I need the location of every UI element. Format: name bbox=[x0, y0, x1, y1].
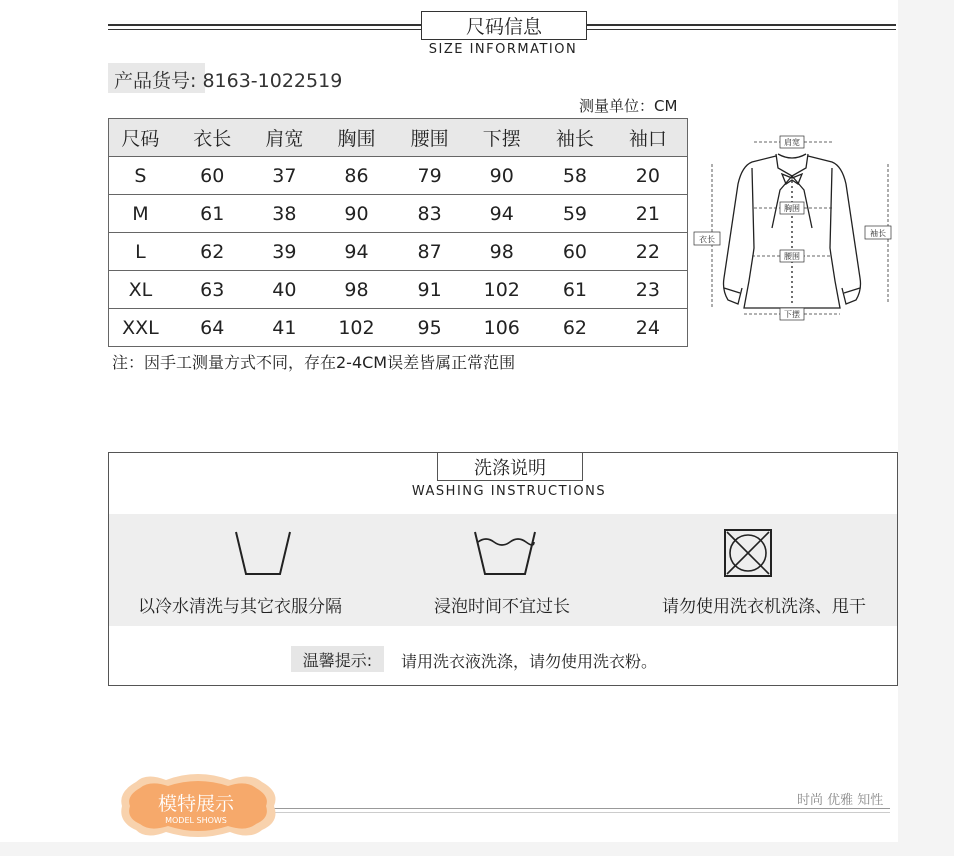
model-shows-badge bbox=[116, 770, 281, 840]
washing-title: 洗涤说明 bbox=[437, 453, 583, 481]
label-sleeve: 袖长 bbox=[870, 229, 886, 238]
table-cell: 39 bbox=[272, 240, 297, 263]
washing-item-label: 浸泡时间不宜过长 bbox=[434, 597, 570, 617]
washing-subtitle: WASHING INSTRUCTIONS bbox=[411, 484, 607, 499]
table-cell: L bbox=[135, 240, 146, 263]
table-cell: XXL bbox=[122, 316, 159, 339]
size-section-subtitle: SIZE INFORMATION bbox=[428, 42, 578, 57]
table-cell: 90 bbox=[489, 164, 514, 187]
table-cell: 87 bbox=[417, 240, 442, 263]
model-shows-title: 模特展示 bbox=[157, 793, 235, 815]
washing-item-label: 请勿使用洗衣机洗涤、甩干 bbox=[662, 597, 866, 617]
table-cell: 98 bbox=[489, 240, 514, 263]
washing-item-cold bbox=[109, 514, 371, 626]
table-cell: 60 bbox=[200, 164, 225, 187]
header-cell: 下摆 bbox=[482, 128, 521, 150]
table-cell: 90 bbox=[344, 202, 369, 225]
cold-wash-icon bbox=[233, 528, 293, 578]
blouse-measurement-diagram bbox=[692, 128, 896, 328]
header-cell: 肩宽 bbox=[265, 128, 304, 150]
header-cell: 衣长 bbox=[193, 128, 232, 150]
model-shows-subtitle: MODEL SHOWS bbox=[165, 816, 227, 825]
header-rule-right bbox=[586, 24, 896, 26]
tip-label: 温馨提示: bbox=[291, 646, 384, 672]
table-cell: M bbox=[132, 202, 149, 225]
brand-slogan: 时尚 优雅 知性 bbox=[797, 793, 884, 808]
size-table bbox=[108, 118, 688, 347]
header-cell: 胸围 bbox=[337, 128, 376, 150]
table-cell: 94 bbox=[489, 202, 514, 225]
table-cell: 61 bbox=[200, 202, 225, 225]
table-cell: 58 bbox=[562, 164, 588, 187]
model-divider bbox=[270, 808, 890, 809]
table-cell: 40 bbox=[272, 278, 297, 301]
table-cell: 86 bbox=[344, 164, 369, 187]
no-machine-wash-icon bbox=[723, 528, 773, 578]
table-cell: XL bbox=[128, 278, 153, 301]
table-cell: 23 bbox=[635, 278, 660, 301]
table-cell: 24 bbox=[635, 316, 660, 339]
table-cell: 60 bbox=[562, 240, 588, 263]
measure-unit: 测量单位：CM bbox=[579, 97, 678, 115]
table-cell: 98 bbox=[344, 278, 369, 301]
label-shoulder: 肩宽 bbox=[784, 138, 800, 147]
table-cell: 64 bbox=[200, 316, 225, 339]
table-cell: 91 bbox=[417, 278, 442, 301]
table-cell: 62 bbox=[562, 316, 588, 339]
scroll-gutter bbox=[898, 0, 954, 856]
table-row bbox=[109, 195, 688, 233]
size-section-title: 尺码信息 bbox=[421, 11, 587, 40]
table-cell: 41 bbox=[272, 316, 297, 339]
header-rule-left bbox=[108, 24, 421, 26]
header-cell: 袖长 bbox=[555, 128, 594, 150]
table-cell: 37 bbox=[272, 164, 297, 187]
label-waist: 腰围 bbox=[784, 252, 800, 261]
measurement-note: 注：因手工测量方式不同，存在2-4CM误差皆属正常范围 bbox=[112, 353, 516, 372]
table-cell: 79 bbox=[417, 164, 442, 187]
header-rule-left-thin bbox=[108, 29, 421, 30]
table-cell: 83 bbox=[417, 202, 442, 225]
table-cell: S bbox=[134, 164, 147, 187]
table-cell: 59 bbox=[562, 202, 588, 225]
soak-wash-icon bbox=[472, 528, 538, 578]
header-cell: 腰围 bbox=[410, 128, 449, 150]
washing-item-soak bbox=[371, 514, 633, 626]
label-length: 衣长 bbox=[699, 235, 715, 244]
table-cell: 94 bbox=[344, 240, 369, 263]
table-row bbox=[109, 233, 688, 271]
label-chest: 胸围 bbox=[784, 204, 800, 213]
washing-item-label: 以冷水清洗与其它衣服分隔 bbox=[138, 597, 342, 617]
table-cell: 22 bbox=[635, 240, 660, 263]
table-cell: 102 bbox=[483, 278, 520, 301]
table-row bbox=[109, 157, 688, 195]
table-row bbox=[109, 309, 688, 347]
label-hem: 下摆 bbox=[784, 310, 800, 319]
size-table-header bbox=[109, 119, 688, 157]
table-cell: 106 bbox=[483, 316, 520, 339]
blouse-outline-icon bbox=[724, 154, 861, 308]
table-cell: 102 bbox=[338, 316, 375, 339]
sku-label: 产品货号: bbox=[114, 70, 197, 92]
table-cell: 38 bbox=[272, 202, 297, 225]
table-cell: 61 bbox=[562, 278, 588, 301]
table-cell: 21 bbox=[635, 202, 660, 225]
table-cell: 95 bbox=[417, 316, 442, 339]
sku-value: 8163-1022519 bbox=[202, 70, 343, 92]
sku-line bbox=[114, 66, 342, 93]
model-divider-light bbox=[270, 812, 890, 813]
table-cell: 63 bbox=[200, 278, 225, 301]
washing-item-no-machine bbox=[633, 514, 895, 626]
tip-text: 请用洗衣液洗涤，请勿使用洗衣粉。 bbox=[401, 652, 658, 671]
washing-section bbox=[108, 452, 898, 686]
table-cell: 20 bbox=[635, 164, 660, 187]
table-row bbox=[109, 271, 688, 309]
washing-icon-band bbox=[109, 514, 897, 626]
table-cell: 62 bbox=[200, 240, 225, 263]
header-cell: 尺码 bbox=[121, 128, 160, 150]
header-cell: 袖口 bbox=[628, 128, 667, 150]
header-rule-right-thin bbox=[586, 29, 896, 30]
